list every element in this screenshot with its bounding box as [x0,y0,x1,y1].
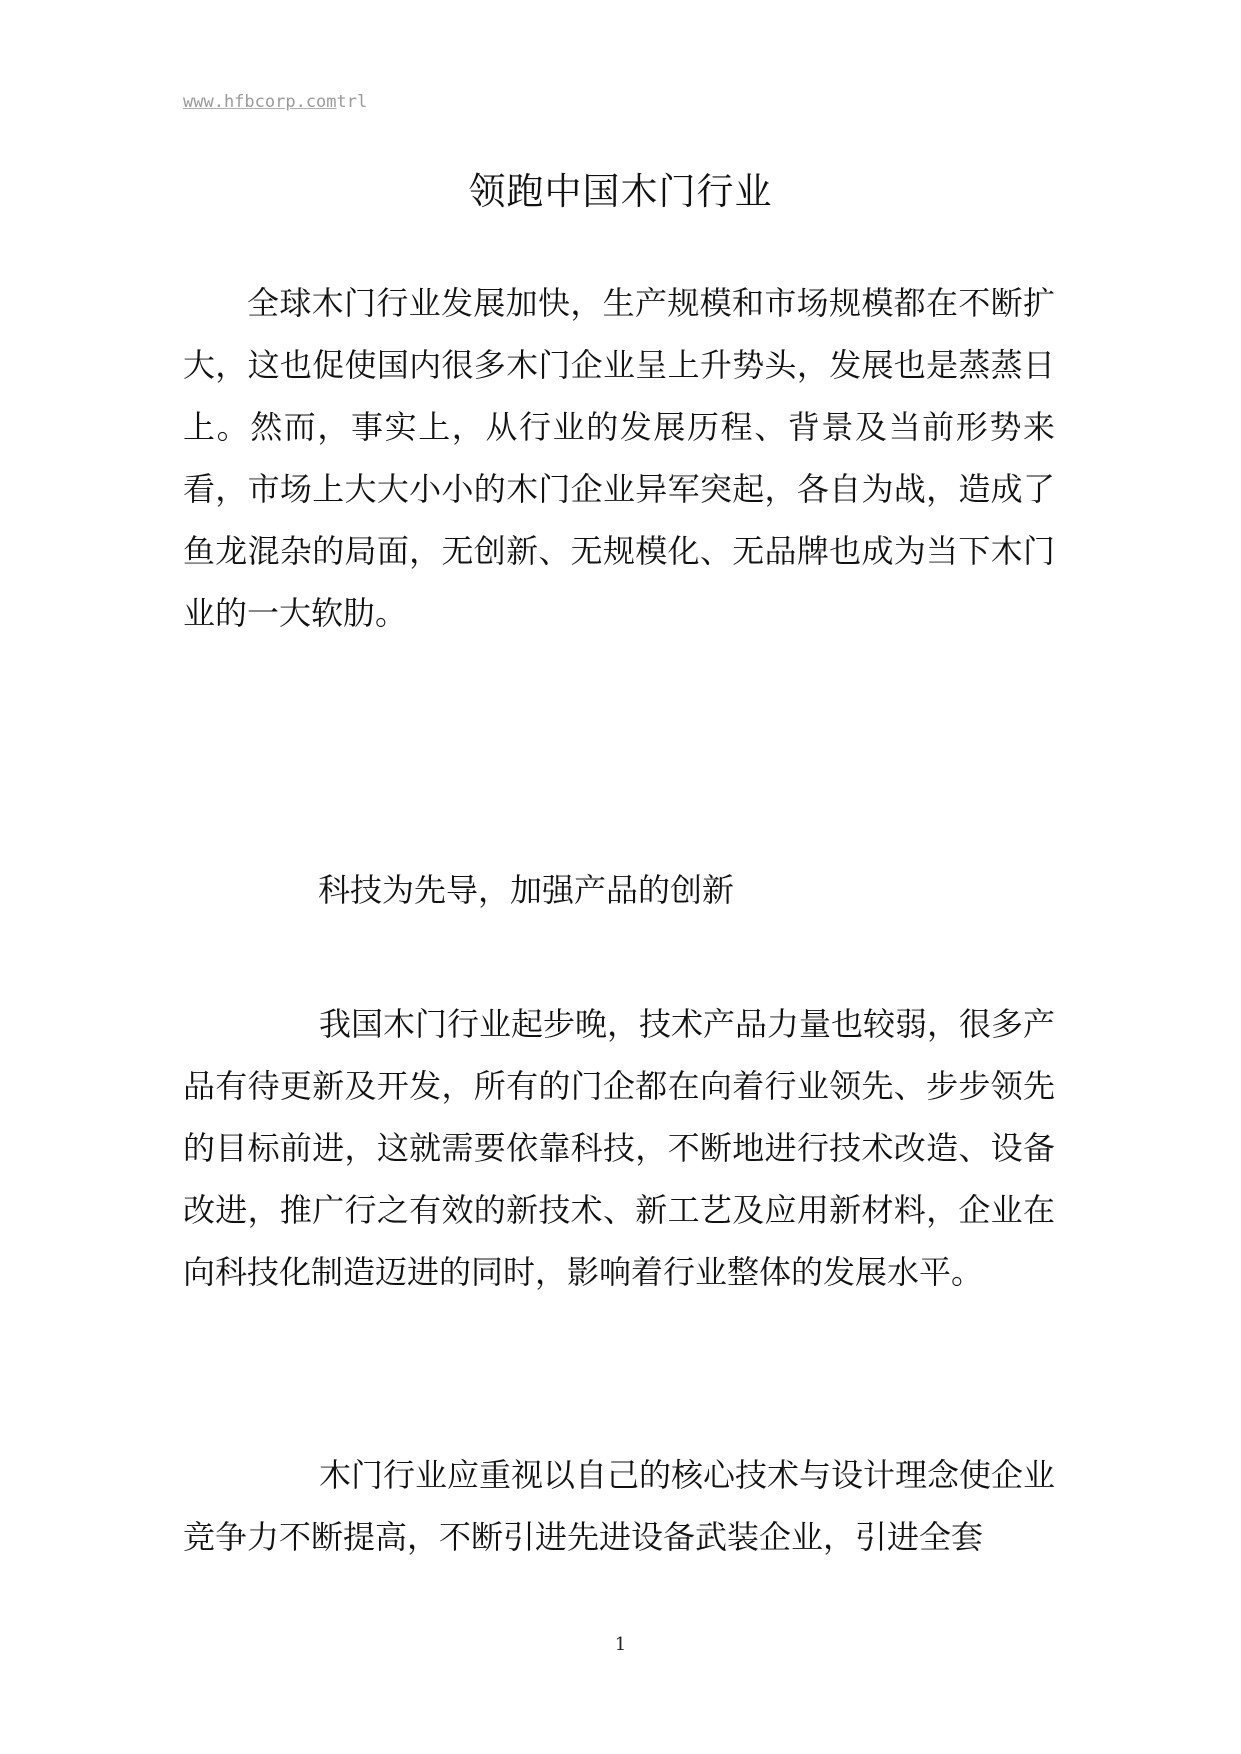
header-url[interactable] [183,92,367,112]
header-suffix: trl [336,92,368,112]
paragraph-core-tech: 木门行业应重视以自己的核心技术与设计理念使企业竞争力不断提高，不断引进先进设备武装企业，引进全套 [183,1456,1056,1556]
paragraph-intro: 全球木门行业发展加快，生产规模和市场规模都在不断扩大，这也促使国内很多木门企业呈上升势头，发展也是蒸蒸日上。然而，事实上，从行业的发展历程、背景及当前形势来看，市场上大大小小的木门企业异军突起，各自为战，造成了鱼龙混杂的局面，无创新、无规模化、无品牌也成为当下木门业的一大软肋。 [183,284,1055,632]
paragraph-technology: 我国木门行业起步晚，技术产品力量也较弱，很多产品有待更新及开发，所有的门企都在向着行业领先、步步领先的目标前进，这就需要依靠科技，不断地进行技术改造、设备改进，推广行之有效的新技术、新工艺及应用新材料，企业在向科技化制造迈进的同时，影响着行业整体的发展水平。 [183,1005,1056,1291]
page-number: 1 [614,1634,627,1655]
section-heading: 科技为先导，加强产品的创新 [318,871,735,909]
header-link-text[interactable]: www.hfbcorp.com [183,92,337,112]
document-title: 领跑中国木门行业 [468,170,773,213]
